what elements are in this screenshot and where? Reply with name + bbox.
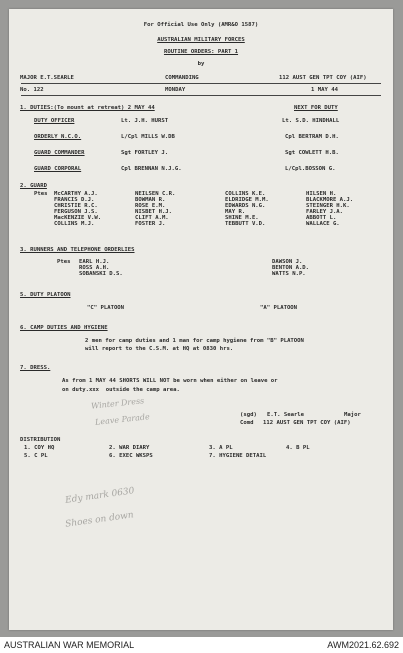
- guard-name: WALLACE G.: [306, 221, 340, 227]
- handwritten-note: Shoes on down: [64, 510, 135, 530]
- duty-role: GUARD CORPORAL: [34, 166, 82, 172]
- guard-name: ROSE E.M.: [135, 203, 166, 209]
- duty-next: Sgt COWLETT H.B.: [285, 150, 339, 156]
- guard-name: SHINE M.E.: [225, 215, 259, 221]
- force-title: AUSTRALIAN MILITARY FORCES: [157, 37, 245, 43]
- runners-prefix: Ptes: [57, 259, 71, 265]
- officer-name: MAJOR E.T.SEARLE: [20, 75, 74, 81]
- handwritten-note: Leave Parade: [94, 412, 151, 427]
- runners-right-column: [272, 259, 309, 277]
- guard-name: MAY R.: [225, 209, 246, 215]
- guard-name: STEINGER H.K.: [306, 203, 350, 209]
- guard-column-4: [306, 191, 353, 227]
- distribution-item: 1. COY HQ: [24, 445, 55, 451]
- unit-name: 112 AUST GEN TPT COY (AIF): [279, 75, 367, 81]
- guard-name: CHRISTIE R.C.: [54, 203, 98, 209]
- guard-column-3: [225, 191, 269, 227]
- duty-next: L/Cpl.BOSSON G.: [285, 166, 336, 172]
- dress-heading: 7. DRESS.: [20, 365, 51, 371]
- signature-sgd: (sgd): [240, 412, 257, 418]
- runner-name: SOBANSKI D.S.: [79, 271, 123, 277]
- commanding-label: COMMANDING: [165, 75, 199, 81]
- distribution-item: 4. B PL: [286, 445, 310, 451]
- distribution-item: 3. A PL: [209, 445, 233, 451]
- runner-name: WATTS N.P.: [272, 271, 306, 277]
- runners-heading: 3. RUNNERS AND TELEPHONE ORDERLIES: [20, 247, 135, 253]
- camp-line-1: 2 men for camp duties and 1 man for camp hygiene from "B" PLATOON: [85, 338, 304, 344]
- duties-heading: 1. DUTIES:(To mount at retreat) 2 MAY 44: [20, 105, 155, 111]
- camp-heading: 6. CAMP DUTIES AND HYGIENE: [20, 325, 108, 331]
- guard-name: McCARTHY A.J.: [54, 191, 98, 197]
- platoon-heading: 5. DUTY PLATOON: [20, 292, 71, 298]
- document-page: [9, 9, 393, 630]
- guard-name: HILSEN H.: [306, 191, 337, 197]
- duty-current: Cpl BRENNAN N.J.G.: [121, 166, 182, 172]
- guard-name: FERGUSON J.S.: [54, 209, 98, 215]
- guard-name: NISBET H.J.: [135, 209, 173, 215]
- orders-title: ROUTINE ORDERS: PART 1: [163, 49, 239, 55]
- runners-left-column: [79, 259, 123, 277]
- guard-name: TEBBUTT V.D.: [225, 221, 266, 227]
- guard-name: COLLINS M.J.: [54, 221, 95, 227]
- handwritten-note: Edy mark 0630: [64, 486, 136, 506]
- by-text: by: [197, 61, 205, 67]
- signature-comd: Comd: [240, 420, 254, 426]
- guard-column-2: [135, 191, 175, 227]
- duty-next: Lt. S.D. HINDHALL: [282, 118, 340, 124]
- handwritten-note: Winter Dress: [90, 396, 145, 411]
- runner-name: BENTON A.D.: [272, 265, 310, 271]
- runner-name: DAWSON J.: [272, 259, 303, 265]
- distribution-item: 6. EXEC WKSPS: [109, 453, 153, 459]
- distribution-item: 5. C PL: [24, 453, 48, 459]
- duty-role: GUARD COMMANDER: [34, 150, 85, 156]
- dress-line-2: on duty.xxx outside the camp area.: [62, 387, 180, 393]
- distribution-item: 2. WAR DIARY: [109, 445, 150, 451]
- classification-line: For Official Use Only (AMR&O 1587): [143, 22, 259, 28]
- guard-name: BOWMAN R.: [135, 197, 166, 203]
- guard-name: CLIFT A.M.: [135, 215, 169, 221]
- camp-line-2: will report to the C.S.M. at HQ at 0830 hrs.: [85, 346, 234, 352]
- guard-name: FRANCIS D.J.: [54, 197, 95, 203]
- guard-name: ABBOTT L.: [306, 215, 337, 221]
- guard-prefix: Ptes: [34, 191, 48, 197]
- duty-current: Sgt FORTLEY J.: [121, 150, 169, 156]
- guard-name: ELDRIDGE M.M.: [225, 197, 269, 203]
- runner-name: ROSS A.H.: [79, 265, 110, 271]
- guard-name: COLLINS K.E.: [225, 191, 266, 197]
- archive-reference: AWM2021.62.692: [327, 640, 399, 650]
- duty-current: Lt. J.H. HURST: [121, 118, 169, 124]
- dress-line-1: As from 1 MAY 44 SHORTS WILL NOT be worn when either on leave or: [62, 378, 278, 384]
- runner-name: EARL H.J.: [79, 259, 110, 265]
- guard-name: FARLEY J.A.: [306, 209, 344, 215]
- guard-name: BLACKMORE A.J.: [306, 197, 354, 203]
- signature-rank: Major: [344, 412, 361, 418]
- header-rule-bottom: [21, 95, 381, 96]
- guard-column-1: [54, 191, 101, 227]
- distribution-heading: DISTRIBUTION: [20, 437, 61, 443]
- header-rule-top: [21, 83, 381, 84]
- duty-current: L/Cpl MILLS W.DB: [121, 134, 175, 140]
- platoon-next: "A" PLATOON: [260, 305, 298, 311]
- distribution-item: 7. HYGIENE DETAIL: [209, 453, 267, 459]
- duty-role: DUTY OFFICER: [34, 118, 75, 124]
- order-day: MONDAY: [165, 87, 186, 93]
- archive-name: AUSTRALIAN WAR MEMORIAL: [4, 640, 135, 650]
- signature-unit: 112 AUST GEN TPT COY (AIF): [263, 420, 351, 426]
- guard-name: NEILSEN C.R.: [135, 191, 176, 197]
- archive-footer: [0, 637, 403, 653]
- signature-name: E.T. Searle: [267, 412, 305, 418]
- next-for-duty-heading: NEXT FOR DUTY: [294, 105, 338, 111]
- platoon-current: "C" PLATOON: [87, 305, 125, 311]
- order-number: No. 122: [20, 87, 44, 93]
- duty-role: ORDERLY N.C.O.: [34, 134, 82, 140]
- guard-heading: 2. GUARD: [20, 183, 47, 189]
- guard-name: FOSTER J.: [135, 221, 166, 227]
- guard-name: EDWARDS N.G.: [225, 203, 266, 209]
- duty-next: Cpl BERTRAM D.H.: [285, 134, 339, 140]
- guard-name: MacKENZIE V.W.: [54, 215, 102, 221]
- order-date: 1 MAY 44: [311, 87, 338, 93]
